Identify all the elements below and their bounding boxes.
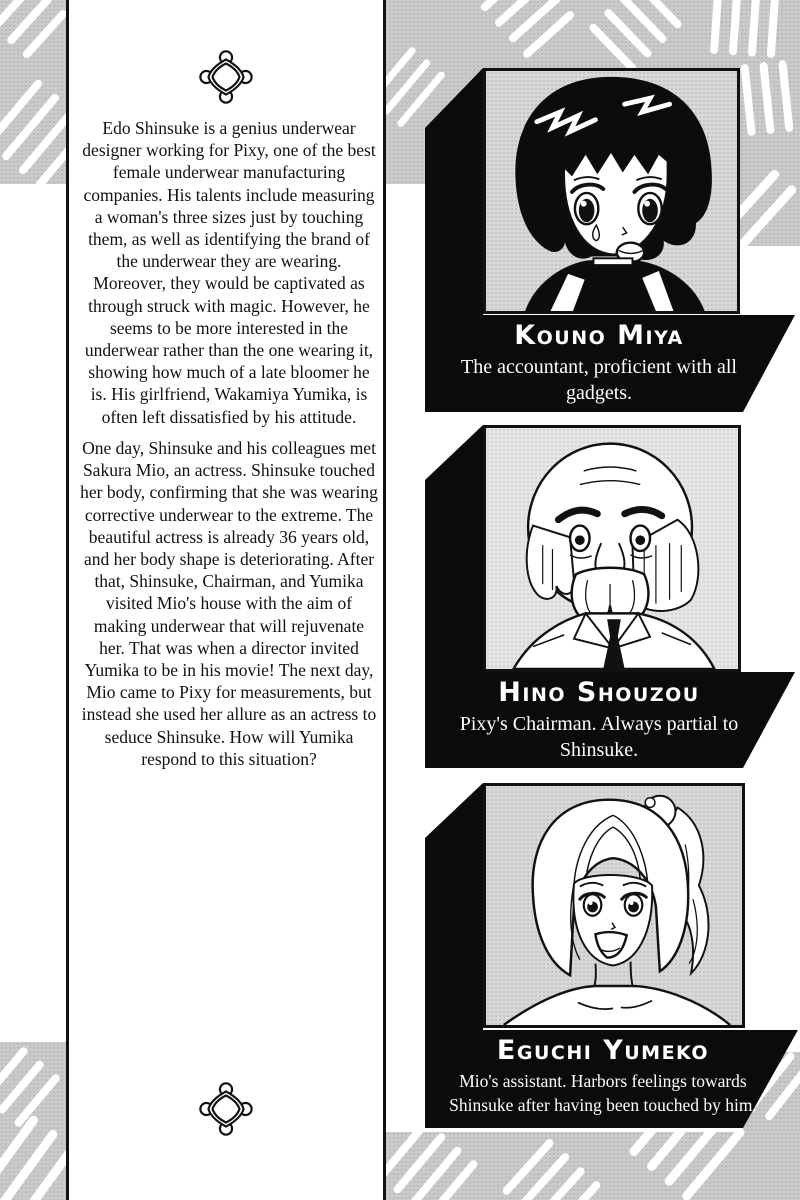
character-banner xyxy=(427,1034,779,1117)
character-banner xyxy=(427,676,771,763)
stripe-group xyxy=(710,0,779,58)
story-panel xyxy=(66,0,386,1200)
portrait-hino-shouzou xyxy=(483,425,741,672)
story-paragraph-2: One day, Shinsuke and his colleagues met Sakura Mio, an actress. Shinsuke touched her body, confirming that she was wearing corrective underwear to the extreme. The beautiful actress is already 36 years old, and her body shape is deteriorating. After that, Shinsuke, Chairman, and Yumika visited Mio's house with the aim of making underwear that will rejuvenate her. That was when a director invited Yumika to be in his movie! The next day, Mio came to Pixy for measurements, but instead she used her allure as an actress to seduce Shinsuke. How will Yumika respond to this situation? xyxy=(80,438,378,769)
eguchi-yumeko-illustration xyxy=(486,786,742,1025)
character-name: Hino Shouzou xyxy=(498,677,700,708)
flourish-ornament-icon xyxy=(199,50,253,104)
character-banner xyxy=(427,319,771,406)
hino-shouzou-illustration xyxy=(486,428,738,669)
stripe-group xyxy=(740,60,793,136)
portrait-eguchi-yumeko xyxy=(483,783,745,1028)
character-name: Kouno Miya xyxy=(514,320,684,351)
story-paragraph-1: Edo Shinsuke is a genius underwear designer working for Pixy, one of the best female underwear manufacturing companies. His talents include measuring a woman's three sizes just by touching them, as well as identifying the brand of the underwear they are wearing. Moreover, they would be captivated as through struck with magic. However, he seems to be more interested in the underwear rather than the one wearing it, showing how much of a late bloomer he is. His girlfriend, Wakamiya Yumika, is often left dissatisfied by his attitude. xyxy=(82,118,376,427)
character-description: The accountant, proficient with all gadgets. xyxy=(460,356,737,404)
portrait-kouno-miya xyxy=(483,68,740,314)
character-description: Mio's assistant. Harbors feelings towards Shinsuke after having been touched by him. xyxy=(449,1071,757,1115)
character-description: Pixy's Chairman. Always partial to Shinsuke. xyxy=(459,713,739,761)
kouno-miya-illustration xyxy=(486,71,737,311)
character-name: Eguchi Yumeko xyxy=(496,1035,710,1066)
flourish-ornament-icon xyxy=(199,1082,253,1136)
